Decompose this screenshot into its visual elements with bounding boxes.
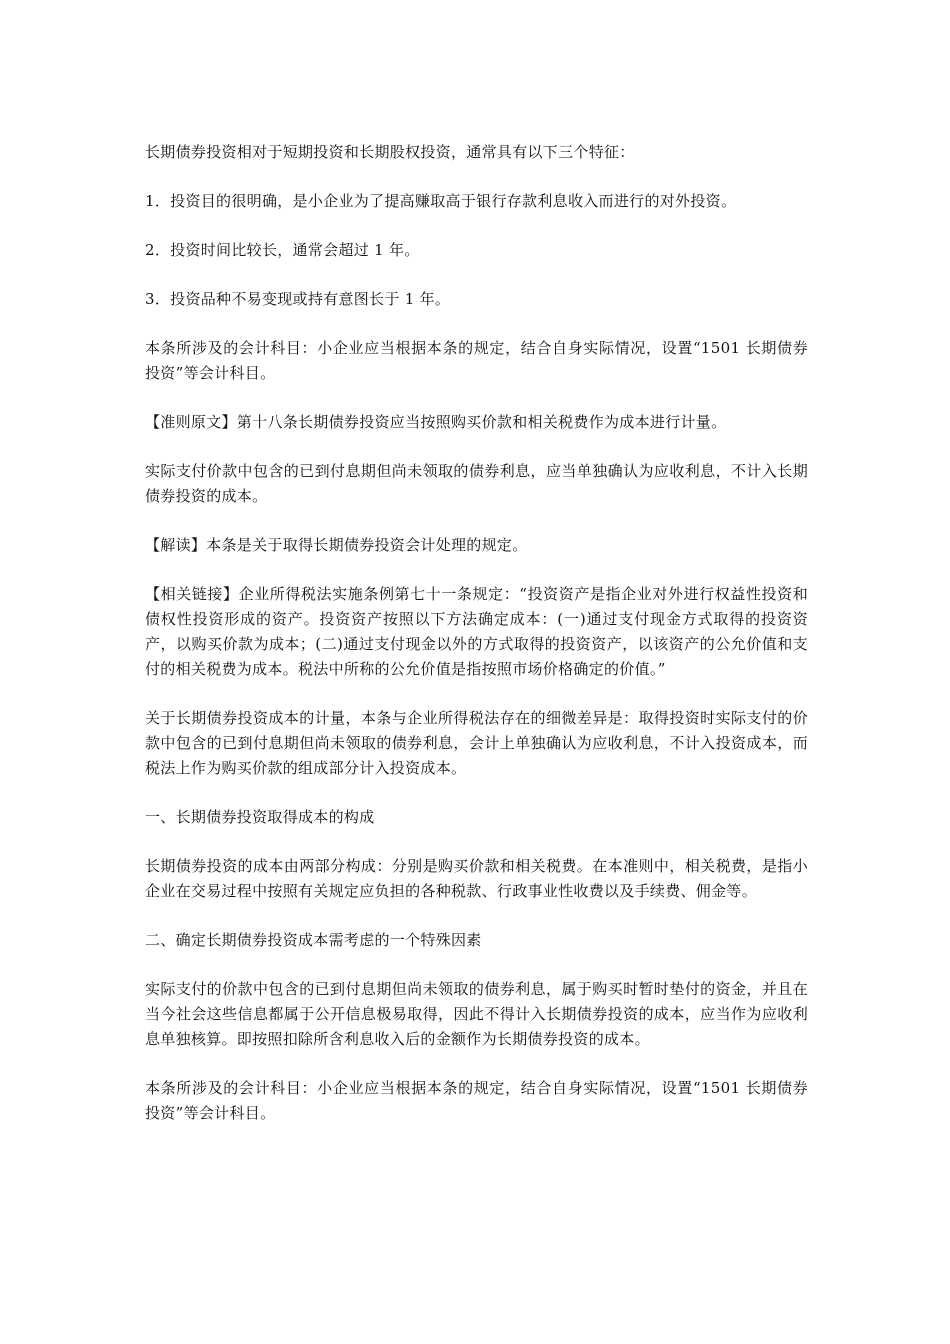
- paragraph-cost-composition: 长期债券投资的成本由两部分构成：分别是购买价款和相关税费。在本准则中，相关税费，是指小企业在交易过程中按照有关规定应负担的各种税款、行政事业性收费以及手续费、佣金等。: [145, 857, 808, 900]
- paragraph-tax-difference: 关于长期债券投资成本的计量，本条与企业所得税法存在的细微差异是：取得投资时实际支付的价款中包含的已到付息期但尚未领取的债券利息，会计上单独确认为应收利息，不计入投资成本，而税法上作为购买价款的组成部分计入投资成本。: [145, 709, 808, 777]
- paragraph-feature-3: 3．投资品种不易变现或持有意图长于 1 年。: [145, 290, 451, 308]
- paragraph-intro: 长期债券投资相对于短期投资和长期股权投资，通常具有以下三个特征：: [145, 143, 635, 161]
- paragraph-interpretation: 【解读】本条是关于取得长期债券投资会计处理的规定。: [145, 536, 528, 554]
- section-heading-1: 一、长期债券投资取得成本的构成: [145, 808, 375, 826]
- paragraph-accounts-1: 本条所涉及的会计科目：小企业应当根据本条的规定，结合自身实际情况，设置“1501 长期债券投资”等会计科目。: [145, 339, 808, 382]
- paragraph-special-factor: 实际支付的价款中包含的已到付息期但尚未领取的债券利息，属于购买时暂时垫付的资金，并且在当今社会这些信息都属于公开信息极易取得，因此不得计入长期债券投资的成本，应当作为应收利息单独核算。即按照扣除所含利息收入后的金额作为长期债券投资的成本。: [145, 980, 808, 1048]
- paragraph-feature-2: 2．投资时间比较长，通常会超过 1 年。: [145, 241, 420, 259]
- paragraph-interest-note: 实际支付价款中包含的已到付息期但尚未领取的债券利息，应当单独确认为应收利息，不计入长期债券投资的成本。: [145, 462, 808, 505]
- paragraph-accounts-2: 本条所涉及的会计科目：小企业应当根据本条的规定，结合自身实际情况，设置“1501 长期债券投资”等会计科目。: [145, 1079, 808, 1122]
- section-heading-2: 二、确定长期债券投资成本需考虑的一个特殊因素: [145, 931, 482, 949]
- paragraph-standard-text: 【准则原文】第十八条长期债券投资应当按照购买价款和相关税费作为成本进行计量。: [145, 413, 727, 431]
- paragraph-related-link: 【相关链接】企业所得税法实施条例第七十一条规定：“投资资产是指企业对外进行权益性投资和债权性投资形成的资产。投资资产按照以下方法确定成本：(一)通过支付现金方式取得的投资资产，以购买价款为成本；(二)通过支付现金以外的方式取得的投资资产，以该资产的公允价值和支付的相关税费为成本。税法中所称的公允价值是指按照市场价格确定的价值。”: [145, 585, 808, 678]
- paragraph-feature-1: 1．投资目的很明确，是小企业为了提高赚取高于银行存款利息收入而进行的对外投资。: [145, 192, 737, 210]
- document-body: [145, 140, 808, 1150]
